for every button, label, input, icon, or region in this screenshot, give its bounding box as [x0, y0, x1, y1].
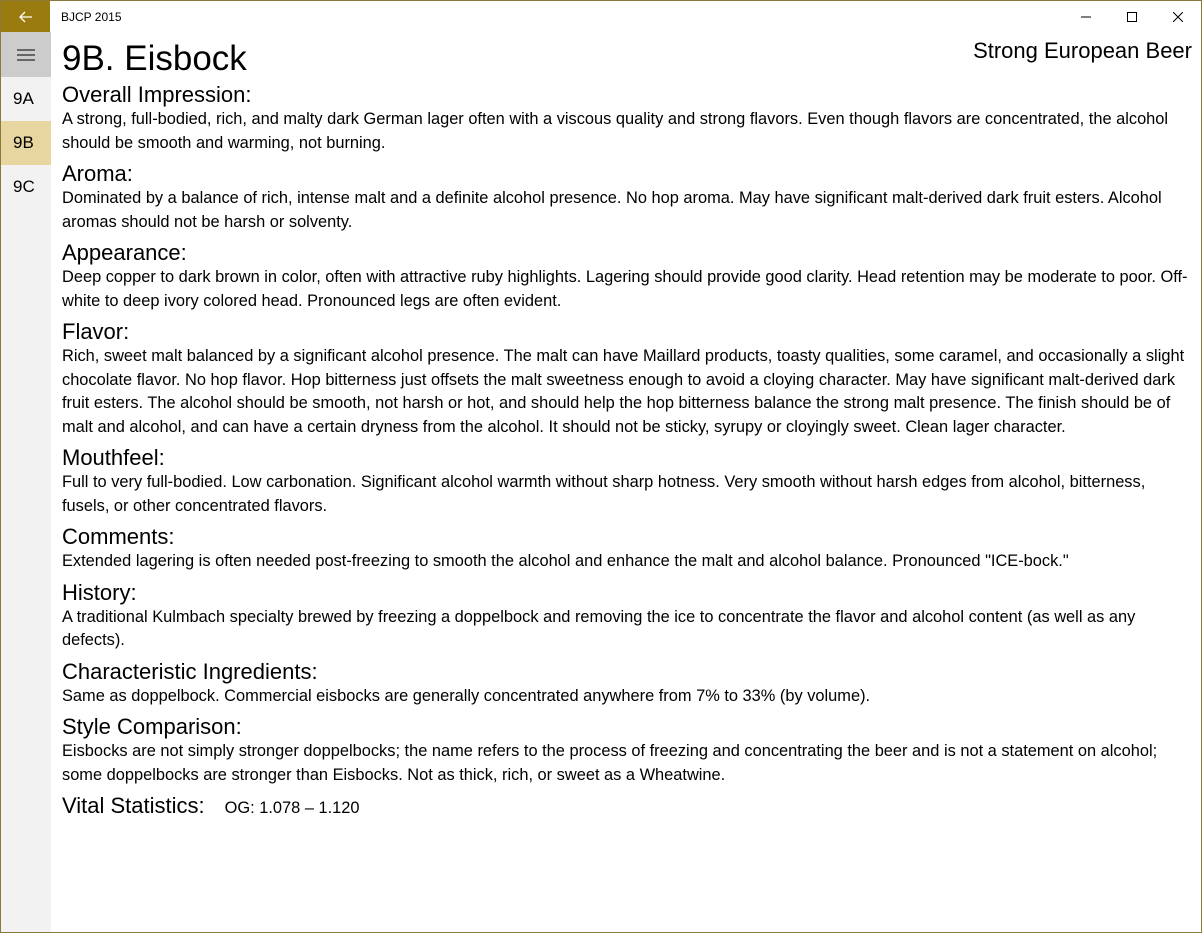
section-body: Dominated by a balance of rich, intense malt and a definite alcohol presence. No hop aroma. May have significant malt-derived dark fruit esters. Alcohol aromas should not be harsh or solventy. [62, 189, 1162, 231]
hamburger-icon [17, 49, 35, 61]
section-heading: Mouthfeel: [62, 445, 165, 470]
section-mouthfeel [62, 445, 1192, 518]
section-body: Rich, sweet malt balanced by a significant alcohol presence. The malt can have Maillard products, toasty qualities, some caramel, and occasionally a slight chocolate flavor. No hop flavor. Hop bitterness just offsets the malt sweetness enough to avoid a cloying character. May have significant malt-derived dark fruit esters. The alcohol should be smooth, not harsh or hot, and should help the hop bitterness balance the strong malt presence. The finish should be of malt and alcohol, and can have a certain dryness from the alcohol. It should not be sticky, syrupy or cloyingly sweet. Clean lager character. [62, 347, 1185, 436]
section-characteristic-ingredients [62, 659, 1192, 709]
app-title: BJCP 2015 [61, 9, 122, 24]
page-title: 9B. Eisbock [62, 39, 247, 78]
page-header [62, 37, 1192, 82]
section-heading: History: [62, 579, 137, 605]
sidebar-item-label: 9C [13, 177, 35, 196]
close-icon [1173, 12, 1183, 22]
section-aroma [62, 161, 1192, 234]
maximize-button[interactable] [1109, 1, 1155, 32]
section-heading: Flavor: [62, 319, 130, 344]
sidebar-item-label: 9B [13, 133, 34, 152]
maximize-icon [1127, 12, 1137, 22]
section-heading: Aroma: [62, 161, 133, 186]
section-body: Full to very full-bodied. Low carbonation. Significant alcohol warmth without sharp hotness. Very smooth without harsh edges from alcohol, bitterness, fusels, or other concentrated flavors. [62, 473, 1146, 515]
og-value: OG: 1.078 – 1.120 [224, 799, 360, 817]
window-controls [1063, 1, 1201, 32]
minimize-button[interactable] [1063, 1, 1109, 32]
section-heading: Style Comparison: [62, 714, 242, 739]
minimize-icon [1081, 12, 1091, 22]
section-body: Eisbocks are not simply stronger doppelbocks; the name refers to the process of freezing and concentrating the beer and is not a statement on alcohol; some doppelbocks are stronger than Eisbocks. Not as thick, rich, or sweet as a Wheatwine. [62, 742, 1158, 784]
section-history [62, 580, 1192, 653]
back-button[interactable] [1, 1, 50, 32]
section-body: A traditional Kulmbach specialty brewed by freezing a doppelbock and removing the ice to concentrate the flavor and alcohol content (as well as any defects). [62, 607, 1136, 649]
category-label: Strong European Beer [973, 38, 1192, 63]
close-button[interactable] [1155, 1, 1201, 32]
section-heading: Comments: [62, 524, 175, 549]
arrow-left-icon [19, 11, 33, 23]
menu-button[interactable] [1, 32, 51, 77]
section-body: A strong, full-bodied, rich, and malty dark German lager often with a viscous quality and strong flavors. Even though flavors are concentrated, the alcohol should be smooth and warming, not burning. [62, 110, 1169, 152]
section-overall-impression [62, 82, 1192, 155]
section-flavor [62, 319, 1192, 439]
section-body: Extended lagering is often needed post-freezing to smooth the alcohol and enhance the malt and alcohol balance. Pronounced "ICE-bock." [62, 552, 1069, 570]
sidebar-item-9a[interactable] [1, 77, 51, 121]
section-body: Deep copper to dark brown in color, often with attractive ruby highlights. Lagering should provide good clarity. Head retention may be moderate to poor. Off-white to deep ivory colored head. Pronounced legs are often evident. [62, 268, 1188, 310]
style-content[interactable] [62, 37, 1192, 933]
section-heading: Vital Statistics: [62, 793, 205, 818]
sidebar-item-9c[interactable] [1, 165, 51, 209]
section-heading: Overall Impression: [62, 82, 252, 107]
sidebar-item-label: 9A [13, 89, 34, 108]
sidebar-item-9b[interactable] [1, 121, 51, 165]
section-heading: Characteristic Ingredients: [62, 658, 318, 684]
title-bar [1, 1, 1201, 32]
section-vital-statistics [62, 793, 1192, 819]
section-style-comparison [62, 714, 1192, 787]
section-comments [62, 524, 1192, 574]
section-body: Same as doppelbock. Commercial eisbocks are generally concentrated anywhere from 7% to 33% (by volume). [62, 686, 871, 705]
section-appearance [62, 240, 1192, 313]
sidebar [1, 32, 51, 933]
section-heading: Appearance: [62, 240, 187, 265]
